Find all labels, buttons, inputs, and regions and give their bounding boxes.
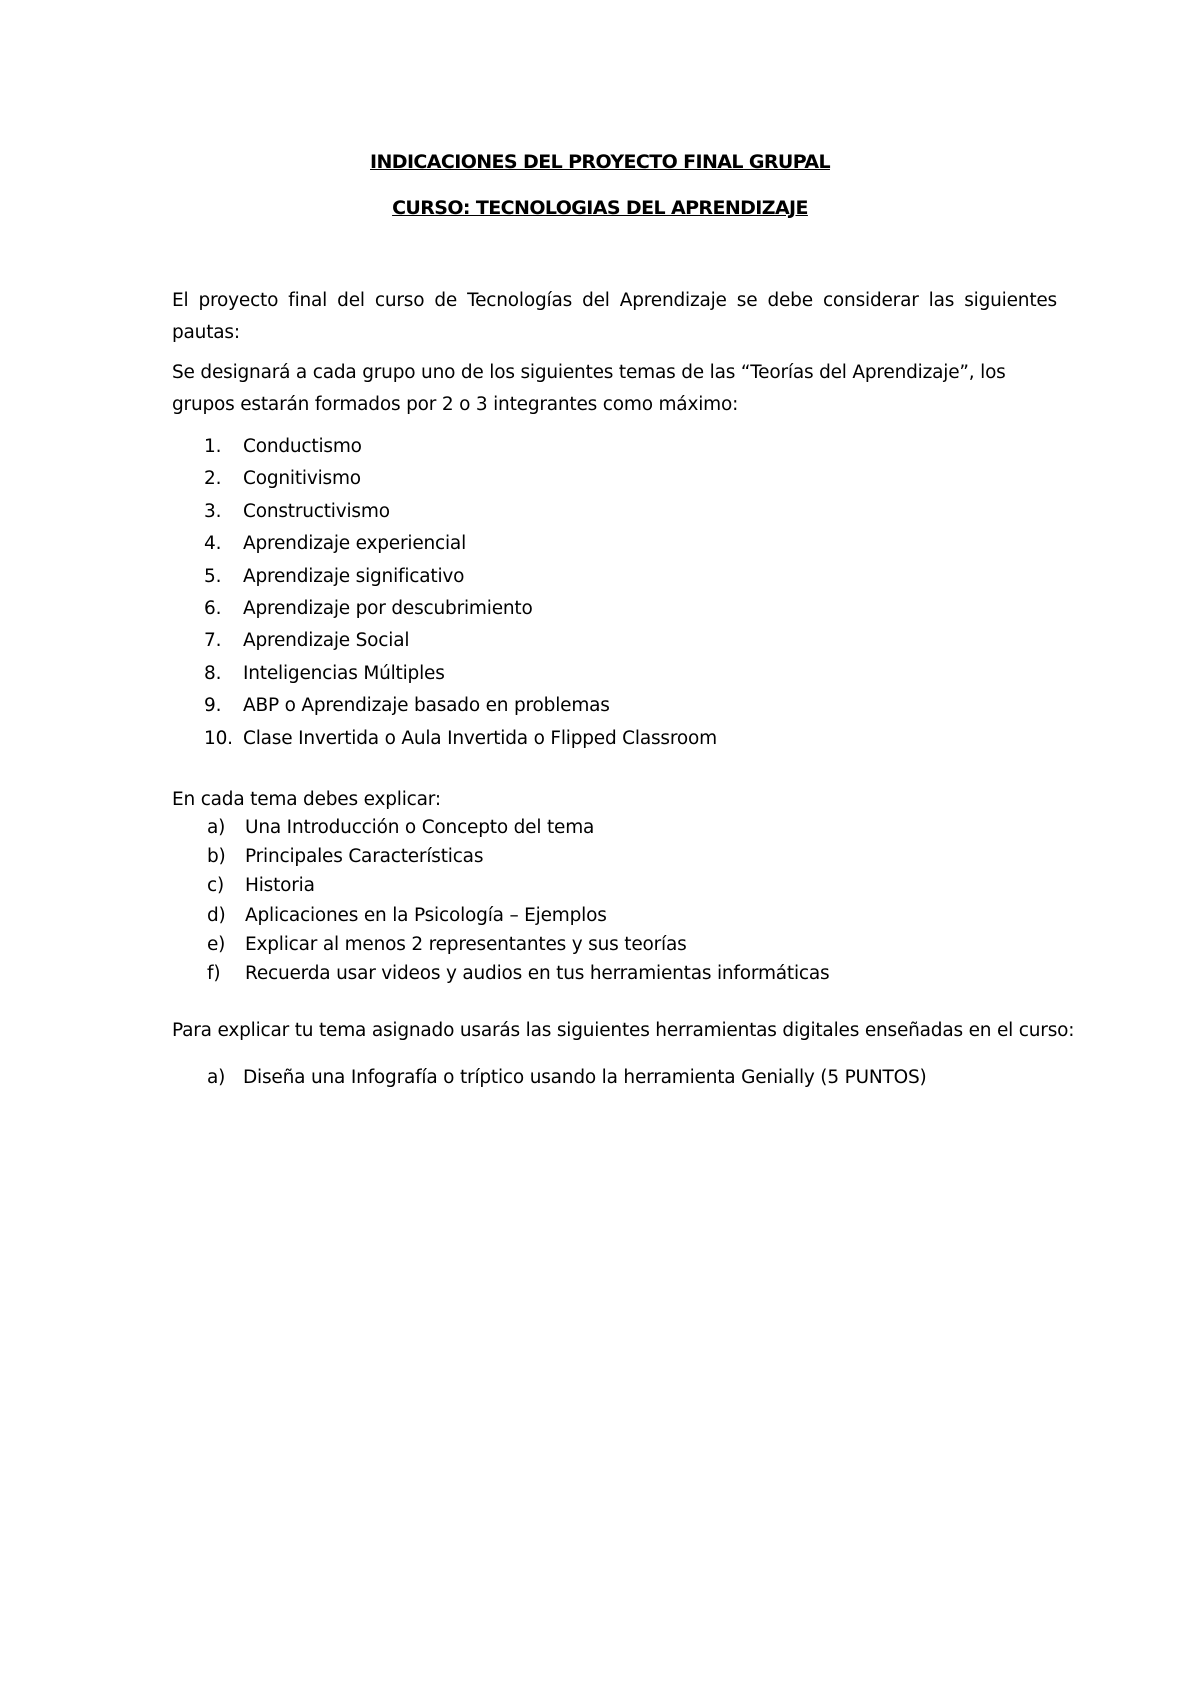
list-marker: a) (207, 1067, 226, 1088)
topic-label: Inteligencias Múltiples (243, 662, 445, 684)
explain-item-label: Recuerda usar videos y audios en tus herramientas informáticas (245, 962, 830, 984)
assignment-paragraph: Se designará a cada grupo uno de los siguientes temas de las “Teorías del Aprendizaje”, los grupos estarán formados por 2 o 3 integrantes como máximo: (172, 362, 1006, 415)
topic-label: Clase Invertida o Aula Invertida o Flipped Classroom (243, 727, 717, 749)
tool-item-label: Diseña una Infografía o tríptico usando la herramienta Genially (5 PUNTOS) (243, 1067, 927, 1088)
topic-label: Cognitivismo (243, 468, 361, 490)
list-marker: 7. (204, 630, 222, 652)
list-marker: b) (207, 846, 226, 868)
list-marker: 4. (204, 533, 222, 555)
course-title: CURSO: TECNOLOGIAS DEL APRENDIZAJE (392, 197, 808, 219)
explain-heading: En cada tema debes explicar: (172, 789, 441, 810)
list-marker: e) (207, 933, 226, 955)
explain-item-label: Historia (245, 875, 315, 897)
intro-paragraph: El proyecto final del curso de Tecnologías del Aprendizaje se debe considerar las siguientes pautas: (172, 290, 1057, 343)
explain-item-label: Principales Características (245, 846, 484, 868)
list-marker: 6. (204, 597, 222, 619)
document-title: INDICACIONES DEL PROYECTO FINAL GRUPAL (370, 151, 830, 173)
list-marker: d) (207, 904, 226, 926)
topic-label: Conductismo (243, 436, 362, 457)
topic-label: Constructivismo (243, 500, 390, 522)
topic-label: ABP o Aprendizaje basado en problemas (243, 695, 610, 717)
list-marker: 10. (204, 727, 233, 749)
explain-item-label: Aplicaciones en la Psicología – Ejemplos (245, 904, 607, 926)
topic-label: Aprendizaje por descubrimiento (243, 597, 533, 619)
list-marker: 8. (204, 662, 222, 684)
topic-label: Aprendizaje Social (243, 630, 410, 652)
list-marker: 3. (204, 500, 222, 522)
topic-label: Aprendizaje experiencial (243, 533, 467, 555)
explain-item-label: Explicar al menos 2 representantes y sus teorías (245, 933, 687, 955)
list-marker: 9. (204, 695, 222, 717)
explain-item-label: Una Introducción o Concepto del tema (245, 817, 595, 838)
list-marker: f) (207, 962, 221, 984)
topic-label: Aprendizaje significativo (243, 565, 465, 587)
list-marker: 1. (204, 436, 222, 457)
list-marker: 2. (204, 468, 222, 490)
list-marker: a) (207, 817, 226, 838)
list-marker: 5. (204, 565, 222, 587)
list-marker: c) (207, 875, 224, 897)
tools-heading: Para explicar tu tema asignado usarás las siguientes herramientas digitales enseñadas en el curso: (172, 1020, 1075, 1041)
